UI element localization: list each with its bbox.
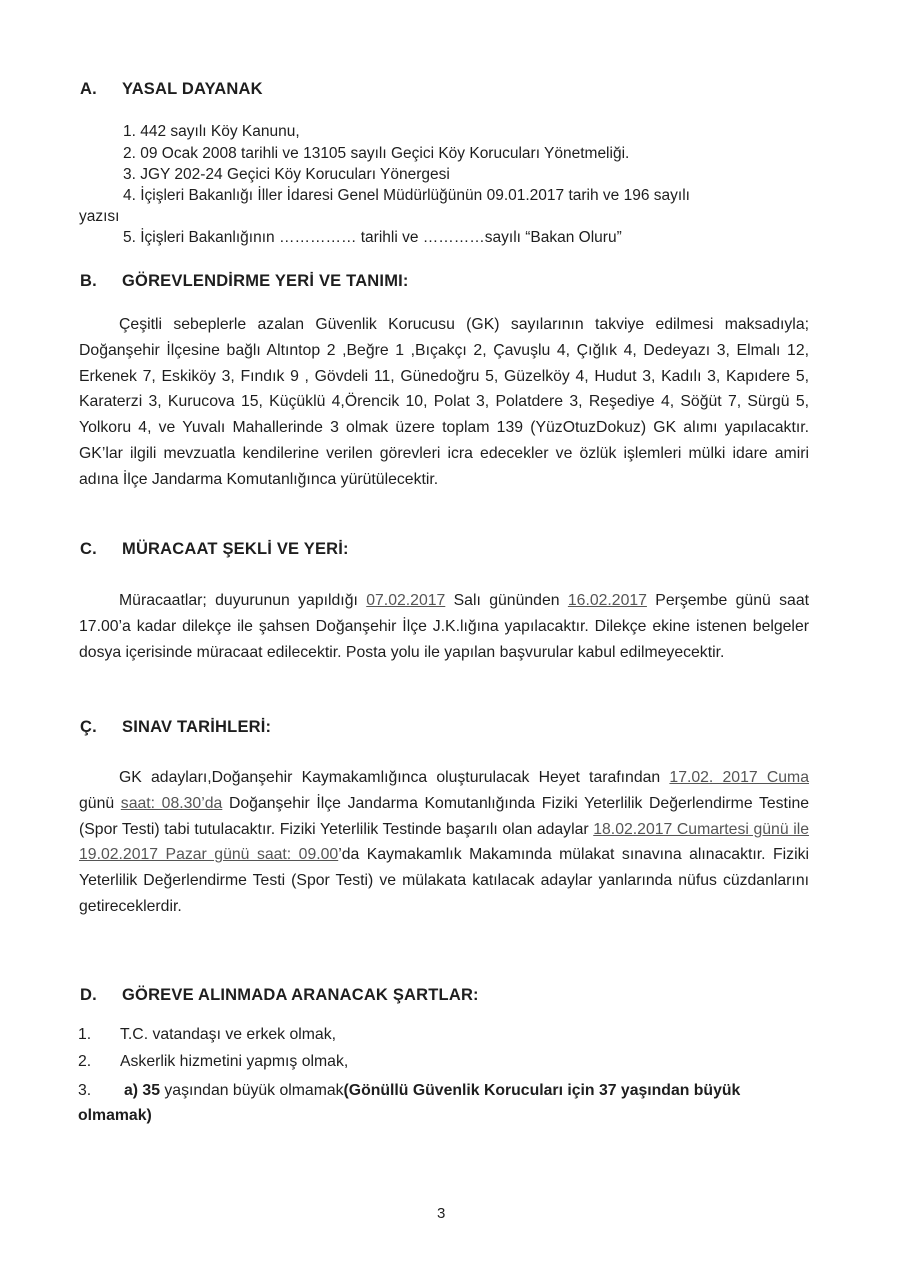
application-text: Müracaatlar; duyurunun yapıldığı: [119, 592, 367, 609]
section-letter: Ç.: [80, 718, 97, 736]
section-title: SINAV TARİHLERİ:: [122, 718, 272, 736]
assignment-text: Çeşitli sebeplerle azalan Güvenlik Korucusu (GK) sayılarının takviye edilmesi maksadıyla; Doğanşehir İlçesine bağlı Altıntop 2 ,Beğre 1 ,Bıçakçı 2, Çavuşlu 4, Çığlık 4, Dedeyazı 3, Elmalı 12, Erkenek 7, Eskiköy 3, Fındık 9 , Gövdeli 11, Günedoğru 5, Güzelköy 4, Hudut 3, Kadılı 3, Kapıdere 5, Karaterzi 3, Kurucova 15, Küçüklü 4,Örencik 10, Polat 3, Polatdere 3, Reşediye 4, Söğüt 7, Sürgü 5, Yolkoru 4, ve Yuvalı Mahallerinde 3 olmak üzere toplam 139 (YüzOtuzDokuz) GK alımı yapılacaktır. GK’lar ilgili mevzuatla kendilerine verilen görevleri icra edecekler ve özlük işlemleri mülki idare amiri adına İlçe Jandarma Komutanlığınca yürütülecektir.: [79, 316, 809, 488]
physical-test-date: 17.02. 2017 Cuma: [669, 769, 809, 786]
section-c-heading: [80, 540, 349, 559]
volunteer-age-note: (Gönüllü Güvenlik Korucuları için 37 yaşından büyük olmamak): [78, 1082, 741, 1124]
assignment-paragraph: [79, 312, 809, 493]
legal-basis-item: 2. 09 Ocak 2008 tarihli ve 13105 sayılı Geçici Köy Korucuları Yönetmeliği.: [123, 145, 630, 162]
legal-basis-item: yazısı: [79, 208, 120, 225]
exam-text: ’da Kaymakamlık Makamında mülakat sınavına alınacaktır. Fiziki Yeterlilik Değerlendirme Testi (Spor Testi) ve mülakata katılacak adaylar yanlarında nüfus cüzdanlarını getireceklerdir.: [79, 846, 809, 915]
physical-test-time: saat: 08.30’da: [120, 794, 223, 812]
exam-dates-paragraph: [79, 765, 809, 920]
condition-item: [78, 1053, 348, 1071]
section-letter: A.: [80, 80, 97, 98]
legal-basis-item: 5. İçişleri Bakanlığının …………… tarihli ve …………sayılı “Bakan Oluru”: [123, 229, 622, 246]
page-number: 3: [437, 1205, 446, 1222]
section-title: YASAL DAYANAK: [122, 80, 263, 98]
exam-text: günü: [79, 794, 121, 812]
section-title: GÖREVE ALINMADA ARANACAK ŞARTLAR:: [122, 986, 479, 1004]
section-letter: D.: [80, 986, 97, 1004]
condition-text: yaşından büyük olmamak: [160, 1082, 344, 1099]
condition-number: 3.: [78, 1082, 92, 1099]
condition-item: [78, 1078, 808, 1128]
application-paragraph: [79, 588, 809, 665]
exam-text: GK adayları,Doğanşehir Kaymakamlığınca oluşturulacak Heyet tarafından: [119, 769, 670, 786]
application-text: Perşembe günü saat 17.00’a kadar dilekçe ile şahsen Doğanşehir İlçe J.K.lığına yapılacaktır. Dilekçe ekine istenen belgeler dosya içerisinde müracaat edilecektir. Posta yolu ile yapılan başvurular kabul edilmeyecektir.: [79, 592, 809, 661]
section-letter: C.: [80, 540, 97, 558]
section-d-heading: [80, 986, 479, 1005]
section-title: MÜRACAAT ŞEKLİ VE YERİ:: [122, 540, 349, 558]
section-a-heading: [80, 80, 263, 99]
section-title: GÖREVLENDİRME YERİ VE TANIMI:: [122, 272, 409, 290]
end-date: 16.02.2017: [567, 592, 647, 609]
interview-dates: 18.02.2017 Cumartesi günü ile 19.02.2017 Pazar günü saat: 09.00: [79, 820, 810, 864]
exam-text: Doğanşehir İlçe Jandarma Komutanlığında Fiziki Yeterlilik Değerlendirme Testine (Spor Testi) tabi tutulacaktır. Fiziki Yeterlilik Testinde başarılı olan adaylar: [79, 794, 810, 838]
condition-number: 1.: [78, 1026, 92, 1043]
age-limit: a) 35: [124, 1082, 161, 1099]
section-cc-heading: [80, 718, 271, 737]
condition-text: Askerlik hizmetini yapmış olmak,: [120, 1053, 349, 1070]
condition-number: 2.: [78, 1053, 92, 1070]
condition-item: [78, 1026, 336, 1044]
section-b-heading: [80, 272, 409, 291]
legal-basis-item: 3. JGY 202-24 Geçici Köy Korucuları Yönergesi: [123, 166, 450, 183]
section-letter: B.: [80, 272, 97, 290]
start-date: 07.02.2017: [366, 592, 446, 609]
legal-basis-item: 1. 442 sayılı Köy Kanunu,: [123, 123, 300, 140]
legal-basis-item: 4. İçişleri Bakanlığı İller İdaresi Genel Müdürlüğünün 09.01.2017 tarih ve 196 sayılı: [123, 187, 690, 204]
application-text: Salı gününden: [445, 592, 568, 609]
condition-text: T.C. vatandaşı ve erkek olmak,: [120, 1026, 336, 1043]
